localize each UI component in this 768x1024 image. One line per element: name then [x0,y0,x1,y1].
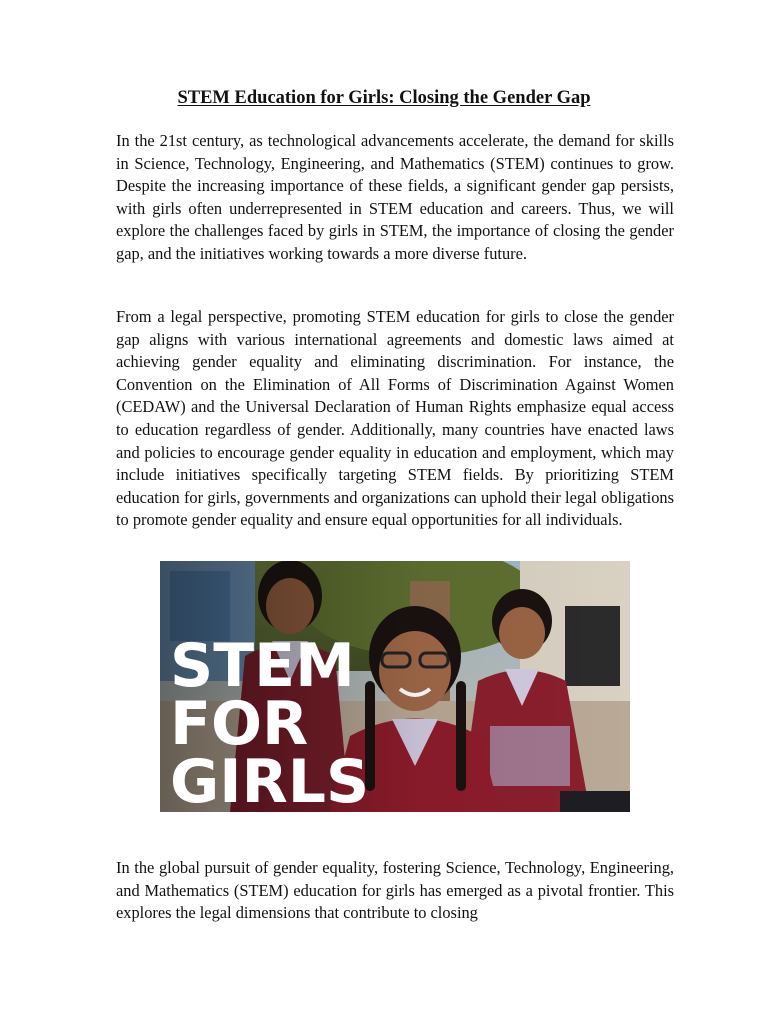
document-title: STEM Education for Girls: Closing the Gender Gap [177,88,591,108]
overlay-line-for: FOR [170,689,309,759]
paragraph-legal-perspective: From a legal perspective, promoting STEM education for girls to close the gender gap aligns with various international agreements and domestic laws aimed at achieving gender equality and eliminating discrimination. For instance, the Convention on the Elimination of All Forms of Discrimination Against Women (CEDAW) and the Universal Declaration of Human Rights emphasize equal access to education regardless of gender. Additionally, many countries have enacted laws and policies to encourage gender equality in education and employment, which may include initiatives specifically targeting STEM fields. By prioritizing STEM education for girls, governments and organizations can uphold their legal obligations to promote gender equality and ensure equal opportunities for all individuals. [116,307,674,530]
overlay-line-stem: STEM [170,631,355,701]
overlay-line-girls: GIRLS [170,747,370,812]
stem-for-girls-photo [160,561,630,812]
paragraph-intro: In the 21st century, as technological advancements accelerate, the demand for skills in Science, Technology, Engineering, and Mathematics (STEM) continues to grow. Despite the increasing importance of these fields, a significant gender gap persists, with girls often underrepresented in STEM education and careers. Thus, we will explore the challenges faced by girls in STEM, the importance of closing the gender gap, and the initiatives working towards a more diverse future. [116,131,674,263]
paragraph-global-pursuit: In the global pursuit of gender equality, fostering Science, Technology, Engineering, and Mathematics (STEM) education for girls has emerged as a pivotal frontier. This explores the legal dimensions that contribute to closing [116,858,674,923]
